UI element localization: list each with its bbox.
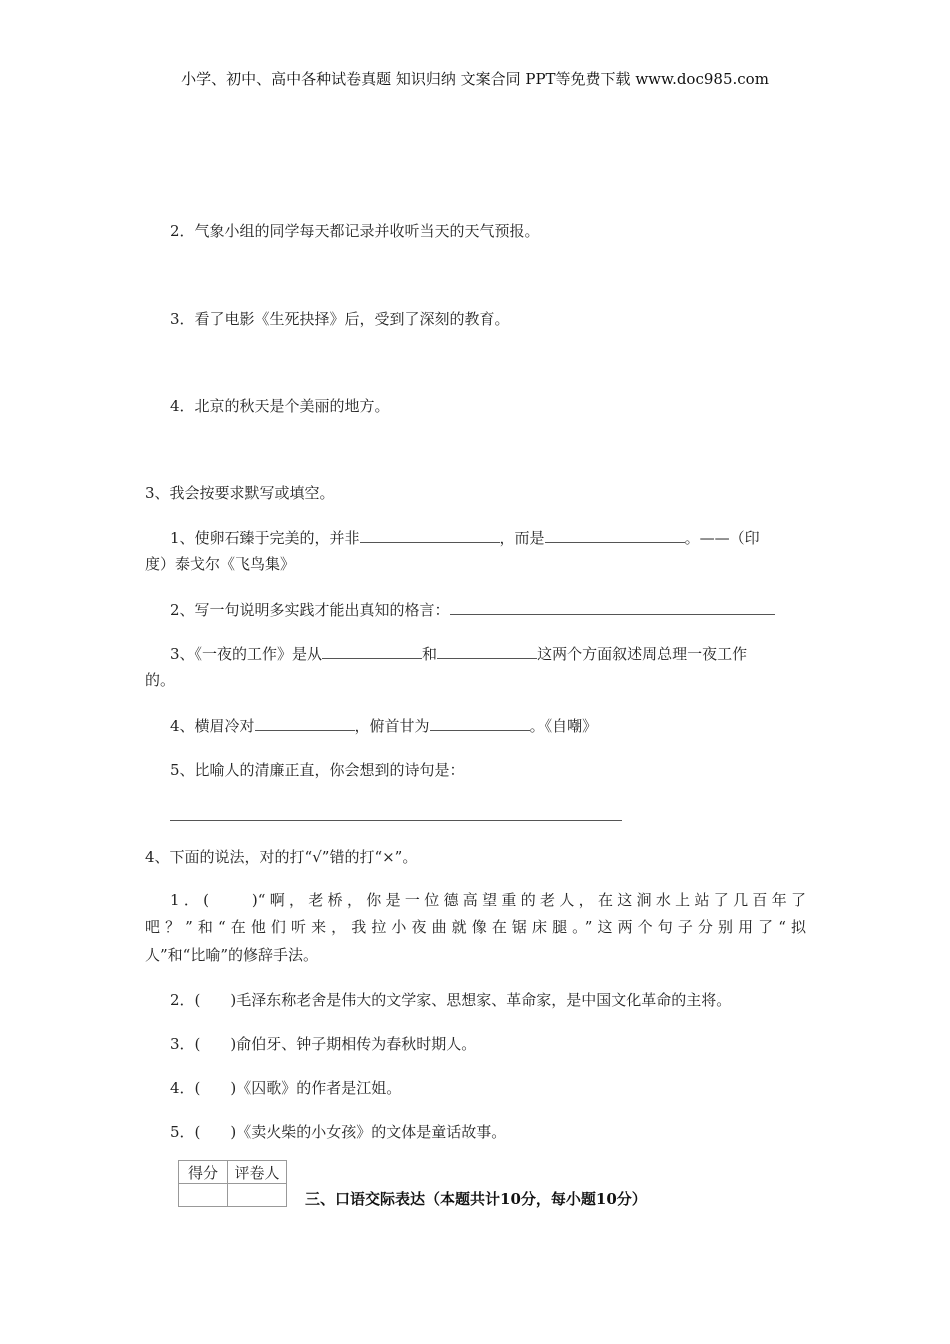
judge-item-1-line2: 吧？”和“在他们听来，我拉小夜曲就像在锯床腿。”这两个句子分别用了“拟 bbox=[145, 918, 806, 936]
q4-blank-1[interactable] bbox=[255, 714, 355, 731]
q4-text-a: 4、横眉冷对 bbox=[170, 717, 255, 735]
q1-continuation: 度）泰戈尔《飞鸟集》 bbox=[145, 555, 296, 573]
judge-item-2: 2．( )毛泽东称老舍是伟大的文学家、思想家、革命家，是中国文化革命的主将。 bbox=[170, 991, 732, 1009]
section4-heading: 4、下面的说法，对的打“√”错的打“×”。 bbox=[145, 848, 418, 866]
fill-question-1 bbox=[170, 526, 760, 549]
q1-text-a: 1、使卵石臻于完美的，并非 bbox=[170, 529, 360, 547]
q3-blank-1[interactable] bbox=[322, 642, 422, 659]
q5-answer-line[interactable] bbox=[170, 820, 622, 821]
q1-text-b: ，而是 bbox=[499, 529, 545, 547]
part3-title: 三、口语交际表达（本题共计10分，每小题10分） bbox=[305, 1190, 647, 1208]
judge-item-4: 4．( )《囚歌》的作者是江姐。 bbox=[170, 1079, 402, 1097]
fill-question-4 bbox=[170, 714, 597, 737]
q4-blank-2[interactable] bbox=[430, 714, 530, 731]
fill-question-5: 5、比喻人的清廉正直，你会想到的诗句是： bbox=[170, 761, 465, 779]
q3-continuation: 的。 bbox=[145, 671, 176, 689]
judge-item-3: 3．( )俞伯牙、钟子期相传为春秋时期人。 bbox=[170, 1035, 477, 1053]
q1-text-c: 。——（印 bbox=[684, 529, 760, 547]
rewrite-item-4: 4．北京的秋天是个美丽的地方。 bbox=[170, 397, 390, 415]
q2-text-a: 2、写一句说明多实践才能出真知的格言： bbox=[170, 601, 450, 619]
q3-blank-2[interactable] bbox=[437, 642, 537, 659]
judge-item-5: 5．( )《卖火柴的小女孩》的文体是童话故事。 bbox=[170, 1123, 507, 1141]
page-header: 小学、初中、高中各种试卷真题 知识归纳 文案合同 PPT等免费下载 www.doc985.com bbox=[181, 70, 769, 88]
q3-text-c: 这两个方面叙述周总理一夜工作 bbox=[537, 645, 748, 663]
score-box bbox=[178, 1160, 287, 1207]
judge-item-1-line1: 1．( )“啊，老桥，你是一位德高望重的老人，在这涧水上站了几百年了 bbox=[170, 891, 806, 909]
score-label: 得分 bbox=[179, 1161, 228, 1184]
q4-text-b: ，俯首甘为 bbox=[354, 717, 430, 735]
q2-blank[interactable] bbox=[450, 598, 775, 615]
q1-blank-1[interactable] bbox=[360, 526, 500, 543]
fill-question-3 bbox=[170, 642, 747, 665]
q4-text-c: 。《自嘲》 bbox=[529, 717, 598, 735]
q1-blank-2[interactable] bbox=[545, 526, 685, 543]
section3-heading: 3、我会按要求默写或填空。 bbox=[145, 484, 335, 502]
rewrite-item-3: 3．看了电影《生死抉择》后，受到了深刻的教育。 bbox=[170, 310, 510, 328]
grader-cell[interactable] bbox=[228, 1184, 287, 1207]
fill-question-2 bbox=[170, 598, 775, 621]
q3-text-a: 3、《一夜的工作》是从 bbox=[170, 645, 323, 663]
q3-text-b: 和 bbox=[422, 645, 438, 663]
rewrite-item-2: 2．气象小组的同学每天都记录并收听当天的天气预报。 bbox=[170, 222, 540, 240]
grader-label: 评卷人 bbox=[228, 1161, 287, 1184]
score-cell[interactable] bbox=[179, 1184, 228, 1207]
judge-item-1-line3: 人”和“比喻”的修辞手法。 bbox=[145, 946, 319, 964]
